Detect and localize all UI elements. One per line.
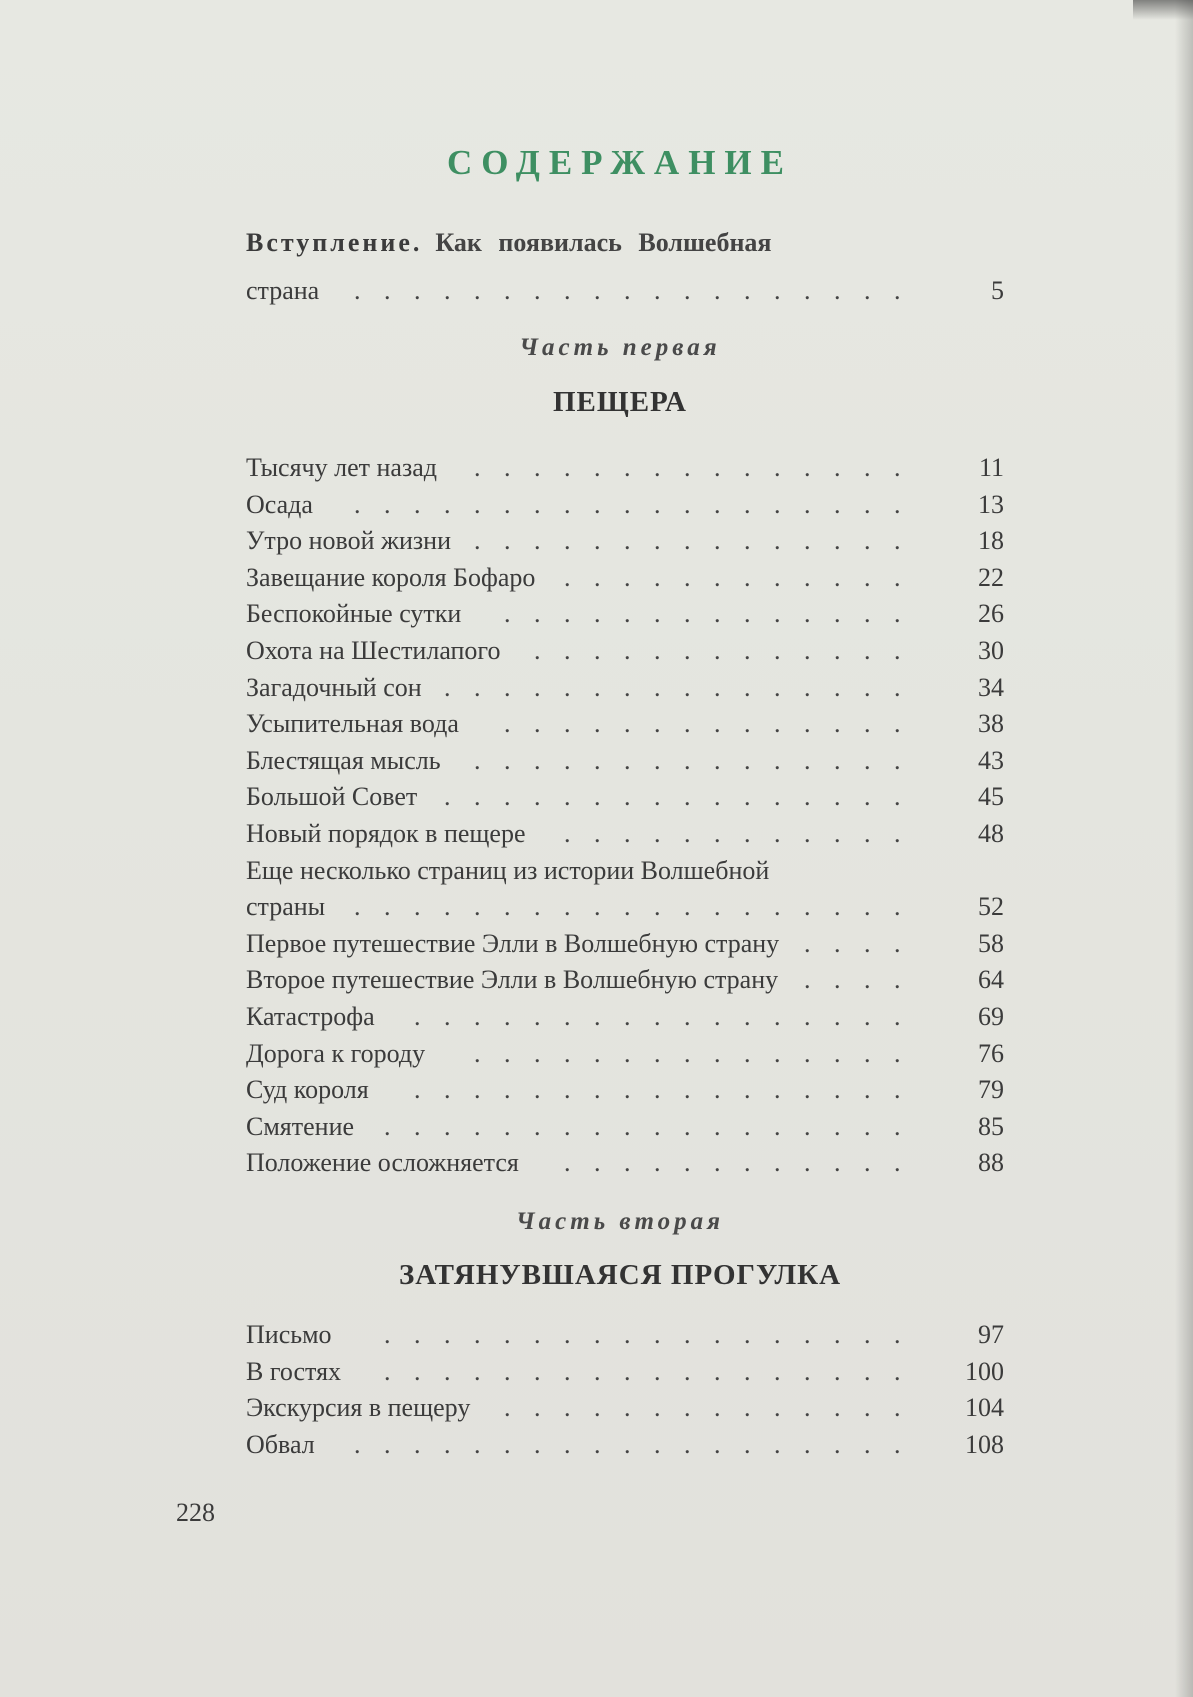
entry-page: 69: [978, 1002, 1004, 1031]
dot-leader: ...................: [354, 892, 924, 922]
entry-title: Новый порядок в пещере: [246, 819, 526, 848]
intro-first-line: [246, 228, 771, 258]
entry-title: Завещание короля Бофаро: [246, 562, 536, 592]
entry-page: 76: [978, 1038, 1004, 1068]
entry-title: Первое путешествие Элли в Волшебную страну: [246, 928, 780, 958]
entry-page: 11: [978, 453, 1004, 482]
toc-entry: [246, 450, 1004, 486]
entry-page: 18: [978, 526, 1004, 556]
dot-leader: ...................: [354, 489, 924, 519]
entry-page: 38: [978, 709, 1004, 739]
entry-title: страна: [246, 276, 320, 305]
entry-page: 58: [978, 928, 1004, 958]
entry-title: Загадочный сон: [246, 672, 422, 702]
toc-entry: [246, 1036, 1004, 1072]
toc-entry: [246, 1427, 1004, 1463]
dot-leader: .................: [414, 1002, 924, 1031]
dot-leader: ....: [804, 965, 924, 995]
entry-title: Утро новой жизни: [246, 526, 451, 556]
entry-page: 26: [978, 599, 1004, 629]
entry-page: 79: [978, 1075, 1004, 1105]
entry-title: Катастрофа: [246, 1002, 375, 1031]
toc-entry: [246, 633, 1004, 669]
entry-page: 5: [991, 276, 1004, 305]
entry-page: 97: [978, 1320, 1004, 1349]
dot-leader: ...................: [354, 1429, 924, 1459]
toc-entry: [246, 670, 1004, 706]
dot-leader: ...............: [474, 1038, 924, 1068]
entry-title: Осада: [246, 489, 313, 519]
dot-leader: ..................: [384, 1320, 924, 1349]
entry-page: 104: [965, 1393, 1004, 1422]
dot-leader: ...................: [354, 276, 924, 305]
dot-leader: ................: [444, 782, 924, 812]
toc-entry: [246, 706, 1004, 742]
toc-entry: [246, 816, 1004, 852]
dot-leader: ................: [444, 672, 924, 702]
toc-entry: [246, 1145, 1004, 1181]
entry-page: 30: [978, 636, 1004, 665]
entry-title: страны: [246, 892, 326, 922]
toc-entry: [246, 1072, 1004, 1108]
page-corner-shadow: [1133, 0, 1193, 20]
part1-label: Часть первая: [519, 334, 721, 361]
page-number: 228: [176, 1498, 215, 1527]
toc-entry: [246, 560, 1004, 596]
entry-title: Обвал: [246, 1429, 315, 1459]
part2-title: ЗАТЯНУВШАЯСЯ ПРОГУЛКА: [398, 1259, 842, 1291]
entry-title: Смятение: [246, 1111, 355, 1141]
entry-title: Дорога к городу: [246, 1038, 426, 1068]
entry-page: 43: [978, 745, 1004, 775]
dot-leader: ..............: [504, 709, 924, 739]
entry-title: Тысячу лет назад: [246, 453, 438, 482]
entry-title: Письмо: [246, 1320, 332, 1349]
toc-entry: [246, 1317, 1004, 1353]
toc-entry: [246, 487, 1004, 523]
entry-page: 48: [978, 819, 1004, 848]
entry-title: Беспокойные сутки: [246, 599, 462, 629]
entry-page: 88: [978, 1148, 1004, 1178]
dot-leader: ............: [564, 819, 924, 848]
toc-title: СОДЕРЖАНИЕ: [446, 143, 793, 182]
entry-title: Блестящая мысль: [246, 745, 441, 775]
toc-entry: [246, 779, 1004, 815]
dot-leader: ..................: [384, 1111, 924, 1141]
entry-title: Суд короля: [246, 1075, 369, 1105]
dot-leader: ............: [564, 562, 924, 592]
entry-page: 52: [978, 892, 1004, 922]
dot-leader: ..............: [504, 1393, 924, 1422]
dot-leader: ....: [804, 928, 924, 958]
dot-leader: ..............: [504, 599, 924, 629]
toc-entry: [246, 926, 1004, 962]
toc-entry: [246, 1109, 1004, 1145]
dot-leader: ............: [564, 1148, 924, 1178]
intro-title-rest: Как появилась Волшебная: [435, 228, 772, 257]
entry-page: 108: [965, 1429, 1004, 1459]
dot-leader: ...............: [474, 453, 924, 482]
toc-entry: [246, 743, 1004, 779]
entry-title: Охота на Шестилапого: [246, 636, 501, 665]
page-shadow: [1175, 0, 1193, 1697]
entry-title: Экскурсия в пещеру: [246, 1393, 471, 1422]
toc-entry: [246, 1390, 1004, 1426]
entry-title: В гостях: [246, 1356, 342, 1386]
entry-page: 100: [965, 1356, 1004, 1386]
toc-entry: [246, 523, 1004, 559]
entry-title-line1: Еще несколько страниц из истории Волшебной: [246, 855, 770, 885]
dot-leader: .................: [414, 1075, 924, 1105]
entry-title: Усыпительная вода: [246, 709, 459, 739]
dot-leader: ..................: [384, 1356, 924, 1386]
entry-title: Второе путешествие Элли в Волшебную страну: [246, 965, 779, 995]
toc-entry-intro: [246, 273, 1004, 309]
dot-leader: ...............: [474, 526, 924, 556]
entry-page: 34: [978, 672, 1004, 702]
dot-leader: ...............: [474, 745, 924, 775]
entry-title: Положение осложняется: [246, 1148, 519, 1178]
toc-entry: [246, 999, 1004, 1035]
entry-title: Большой Совет: [246, 782, 418, 812]
toc-entry: [246, 596, 1004, 632]
toc-entry: [246, 1354, 1004, 1390]
part2-label: Часть вторая: [515, 1208, 725, 1235]
entry-page: 13: [978, 489, 1004, 519]
entry-page: 22: [978, 562, 1004, 592]
dot-leader: .............: [534, 636, 924, 665]
entry-page: 85: [978, 1111, 1004, 1141]
intro-lead: Вступление.: [246, 228, 423, 257]
entry-page: 45: [978, 782, 1004, 812]
entry-page: 64: [978, 965, 1004, 995]
part1-title: ПЕЩЕРА: [552, 386, 688, 418]
toc-entry: [246, 889, 1004, 925]
toc-entry: [246, 962, 1004, 998]
